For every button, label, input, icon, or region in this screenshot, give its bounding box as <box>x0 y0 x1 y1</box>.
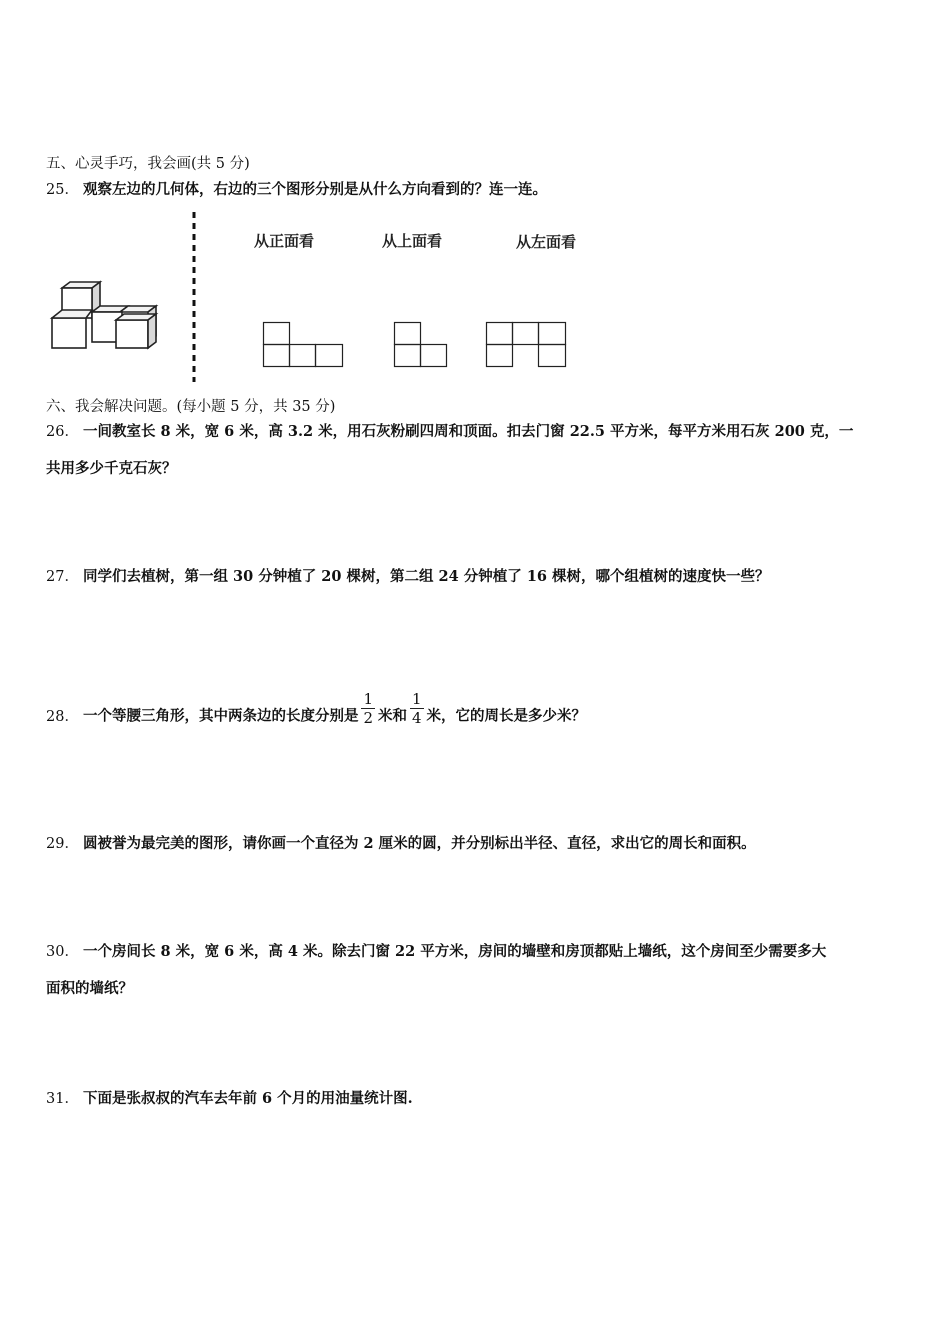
cube-solid-figure <box>48 280 168 352</box>
question-number: 31． <box>46 1091 79 1107</box>
question-number: 25． <box>46 182 79 198</box>
view-label-top: 从上面看 <box>382 232 443 250</box>
question-28 <box>46 690 587 735</box>
view-grid-2 <box>394 322 450 368</box>
fraction-numerator: 1 <box>412 690 422 708</box>
question-text: 圆被誉为最完美的图形，请你画一个直径为 2 厘米的圆，并分别标出半径、直径，求出它的周长和面积。 <box>82 835 756 852</box>
fraction-denominator: 2 <box>363 709 373 727</box>
question-text: 同学们去植树，第一组 30 分钟植了 20 棵树，第二组 24 分钟植了 16 棵树，哪个组植树的速度快一些？ <box>82 568 770 585</box>
section5-title: 五、心灵手巧，我会画(共 5 分) <box>46 156 250 172</box>
view-label-left: 从左面看 <box>516 233 577 251</box>
question-text: 观察左边的几何体，右边的三个图形分别是从什么方向看到的？连一连。 <box>82 181 547 198</box>
question-25 <box>46 178 547 199</box>
question-text-a: 一个等腰三角形，其中两条边的长度分别是 <box>82 707 359 725</box>
question-number: 26． <box>46 424 79 440</box>
question-number: 28． <box>46 708 79 725</box>
dashed-divider <box>190 212 198 382</box>
question-text-c: 米，它的周长是多少米？ <box>426 707 587 725</box>
question-number: 29． <box>46 836 79 852</box>
question-27 <box>46 565 770 586</box>
view-grid-3 <box>486 322 568 368</box>
section6-title: 六、我会解决问题。(每小题 5 分，共 35 分) <box>46 399 336 415</box>
question-number: 27． <box>46 569 79 585</box>
question-text-line1: 一间教室长 8 米，宽 6 米，高 3.2 米，用石灰粉刷四周和顶面。扣去门窗 22.5 平方米，每平方米用石灰 200 克，一 <box>82 423 854 440</box>
question-text-line1: 一个房间长 8 米，宽 6 米，高 4 米。除去门窗 22 平方米，房间的墙壁和房顶都贴上墙纸，这个房间至少需要多大 <box>82 943 827 960</box>
fraction-numerator: 1 <box>363 690 373 708</box>
question-text-b: 米和 <box>378 707 407 725</box>
view-label-front: 从正面看 <box>254 232 315 250</box>
question-26 <box>46 420 853 441</box>
fraction-one-quarter <box>410 690 424 727</box>
view-grid-1 <box>263 322 345 368</box>
question-30 <box>46 940 826 961</box>
question-30-line2: 面积的墙纸？ <box>46 980 133 997</box>
question-number: 30． <box>46 944 79 960</box>
fraction-one-half <box>361 690 375 727</box>
question-31 <box>46 1087 413 1108</box>
fraction-denominator: 4 <box>412 709 422 727</box>
question-26-line2: 共用多少千克石灰？ <box>46 460 177 477</box>
question-29 <box>46 832 756 853</box>
question-text: 下面是张叔叔的汽车去年前 6 个月的用油量统计图. <box>82 1090 413 1107</box>
